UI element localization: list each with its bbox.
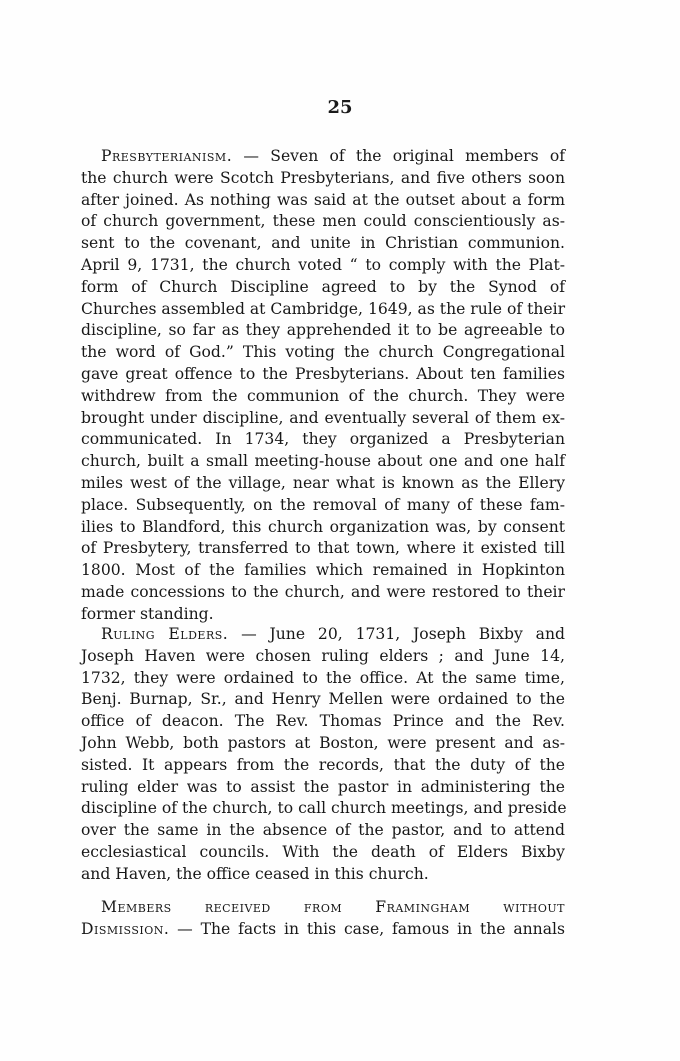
section-heading-continued: Dismission. [81, 919, 170, 938]
text-line: Presbyterianism. — Seven of the original members of [101, 147, 565, 165]
paragraph-presbyterianism [81, 146, 565, 626]
text-line: Dismission. — The facts in this case, famous in the annals [81, 919, 565, 938]
text-line: withdrew from the communion of the church. They were [81, 386, 565, 405]
text-line: and Haven, the office ceased in this church. [81, 864, 429, 883]
text-line: ilies to Blandford, this church organization was, by consent [81, 517, 565, 536]
text-line: sent to the covenant, and unite in Christian communion. [81, 234, 565, 253]
text-line: office of deacon. The Rev. Thomas Prince and the Rev. [81, 712, 565, 731]
text-line: Ruling Elders. — June 20, 1731, Joseph Bixby and [101, 625, 565, 643]
text-line: Churches assembled at Cambridge, 1649, as the rule of their [81, 299, 566, 318]
text-line: of church government, these men could conscientiously as- [81, 212, 565, 231]
text-line: communicated. In 1734, they organized a Presbyterian [81, 430, 565, 449]
paragraph-ruling-elders [81, 624, 565, 886]
text-line: John Webb, both pastors at Boston, were present and as- [81, 733, 565, 752]
text-line: Benj. Burnap, Sr., and Henry Mellen were ordained to the [81, 690, 565, 709]
text-line: made concessions to the church, and were restored to their [81, 582, 565, 601]
text-line: April 9, 1731, the church voted “ to comply with the Plat- [81, 255, 565, 274]
text-line: ecclesiastical councils. With the death of Elders Bixby [81, 842, 565, 861]
text-line: miles west of the village, near what is known as the Ellery [81, 473, 565, 492]
text-line: sisted. It appears from the records, that the duty of the [81, 755, 565, 774]
text-line: discipline of the church, to call church meetings, and preside [81, 799, 567, 818]
section-heading: Members received from Framingham without [101, 898, 565, 916]
text-line: after joined. As nothing was said at the outset about a form [81, 190, 565, 209]
text-line: the church were Scotch Presbyterians, and five others soon [81, 168, 565, 187]
text-line: ruling elder was to assist the pastor in administering the [81, 777, 565, 796]
text-line: over the same in the absence of the pastor, and to attend [81, 821, 565, 840]
text-line: the word of God.” This voting the church Congregational [81, 343, 565, 362]
text-line: form of Church Discipline agreed to by the Synod of [81, 277, 565, 296]
text-line: 1732, they were ordained to the office. At the same time, [81, 668, 565, 687]
section-heading: Presbyterianism. [101, 147, 233, 165]
text-line: discipline, so far as they apprehended it to be agreeable to [81, 321, 565, 340]
text-line: former standing. [81, 604, 214, 623]
paragraph-members-received [81, 897, 565, 941]
text-line: gave great offence to the Presbyterians. About ten families [81, 364, 565, 383]
section-heading: Ruling Elders. [101, 625, 229, 643]
page-number: 25 [327, 97, 353, 118]
text-line: place. Subsequently, on the removal of many of these fam- [81, 495, 565, 514]
text-line: church, built a small meeting-house about one and one half [81, 452, 565, 471]
text-line: brought under discipline, and eventually several of them ex- [81, 408, 565, 427]
text-line: Joseph Haven were chosen ruling elders ; and June 14, [81, 646, 565, 665]
text-line: of Presbytery, transferred to that town, where it existed till [81, 539, 565, 558]
text-line: 1800. Most of the families which remained in Hopkinton [81, 561, 565, 580]
